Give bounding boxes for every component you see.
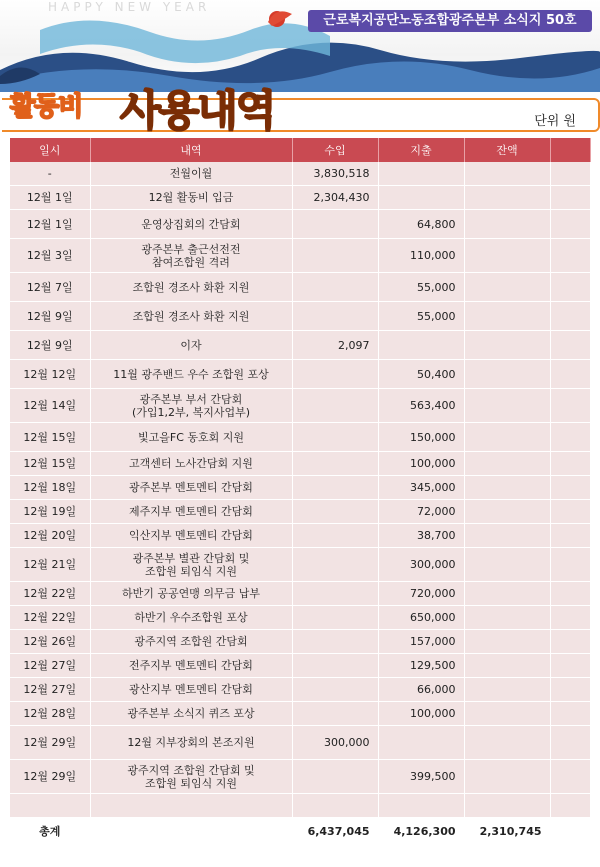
- row-balance: [464, 389, 550, 423]
- table-row: [10, 500, 590, 524]
- col-extra: [550, 138, 590, 162]
- row-income: 3,830,518: [292, 162, 378, 186]
- row-date: 12월 27일: [10, 654, 90, 678]
- unit-label: 단위 원: [534, 114, 576, 129]
- row-expense: 72,000: [378, 500, 464, 524]
- row-extra: [550, 760, 590, 794]
- row-expense: [378, 186, 464, 210]
- row-date: 12월 22일: [10, 606, 90, 630]
- row-balance: [464, 210, 550, 239]
- row-date: [10, 794, 90, 818]
- row-expense: 150,000: [378, 423, 464, 452]
- row-income: [292, 582, 378, 606]
- total-label: 총계: [10, 818, 90, 845]
- row-extra: [550, 702, 590, 726]
- row-expense: 650,000: [378, 606, 464, 630]
- row-expense: 720,000: [378, 582, 464, 606]
- row-desc: 광주본부 별관 간담회 및 조합원 퇴임식 지원: [90, 548, 292, 582]
- row-extra: [550, 500, 590, 524]
- total-balance: 2,310,745: [464, 818, 550, 845]
- row-desc: 고객센터 노사간담회 지원: [90, 452, 292, 476]
- row-date: 12월 7일: [10, 273, 90, 302]
- row-extra: [550, 630, 590, 654]
- row-desc: 조합원 경조사 화환 지원: [90, 302, 292, 331]
- row-date: 12월 21일: [10, 548, 90, 582]
- col-date: 일시: [10, 138, 90, 162]
- row-desc: 광주본부 소식지 퀴즈 포상: [90, 702, 292, 726]
- row-income: [292, 794, 378, 818]
- row-income: [292, 548, 378, 582]
- row-desc: 익산지부 멘토멘티 간담회: [90, 524, 292, 548]
- row-date: 12월 18일: [10, 476, 90, 500]
- row-expense: 64,800: [378, 210, 464, 239]
- row-extra: [550, 726, 590, 760]
- row-date: 12월 22일: [10, 582, 90, 606]
- row-extra: [550, 360, 590, 389]
- row-balance: [464, 702, 550, 726]
- total-row: [10, 818, 590, 845]
- row-income: [292, 360, 378, 389]
- table-body: [10, 162, 590, 845]
- title-bar: [2, 98, 600, 132]
- row-balance: [464, 476, 550, 500]
- row-expense: [378, 794, 464, 818]
- row-desc: 하반기 우수조합원 포상: [90, 606, 292, 630]
- newsletter-banner: [0, 0, 600, 92]
- row-income: [292, 273, 378, 302]
- row-expense: 345,000: [378, 476, 464, 500]
- row-date: -: [10, 162, 90, 186]
- row-income: [292, 760, 378, 794]
- table-row: [10, 702, 590, 726]
- col-balance: 잔액: [464, 138, 550, 162]
- row-extra: [550, 210, 590, 239]
- row-balance: [464, 302, 550, 331]
- row-extra: [550, 273, 590, 302]
- row-extra: [550, 331, 590, 360]
- row-date: 12월 15일: [10, 452, 90, 476]
- row-date: 12월 1일: [10, 186, 90, 210]
- row-date: 12월 28일: [10, 702, 90, 726]
- happy-new-year-text: HAPPY NEW YEAR: [48, 0, 211, 14]
- table-row: [10, 678, 590, 702]
- table-row: [10, 582, 590, 606]
- row-expense: 66,000: [378, 678, 464, 702]
- table-row: [10, 630, 590, 654]
- row-income: [292, 654, 378, 678]
- row-balance: [464, 186, 550, 210]
- row-expense: 157,000: [378, 630, 464, 654]
- page-title-part2: 사용내역: [120, 86, 275, 135]
- row-date: 12월 3일: [10, 239, 90, 273]
- table-row: [10, 452, 590, 476]
- row-income: 2,304,430: [292, 186, 378, 210]
- row-balance: [464, 606, 550, 630]
- row-desc: 제주지부 멘토멘티 간담회: [90, 500, 292, 524]
- row-income: [292, 452, 378, 476]
- table-row: [10, 162, 590, 186]
- row-desc: 운영상집회의 간담회: [90, 210, 292, 239]
- row-date: 12월 9일: [10, 302, 90, 331]
- row-date: 12월 14일: [10, 389, 90, 423]
- row-income: [292, 389, 378, 423]
- table-row: [10, 524, 590, 548]
- table-row: [10, 606, 590, 630]
- table-row: [10, 726, 590, 760]
- row-desc: 광주지역 조합원 간담회 및 조합원 퇴임식 지원: [90, 760, 292, 794]
- row-balance: [464, 273, 550, 302]
- total-extra: [550, 818, 590, 845]
- row-desc: 빛고을FC 동호회 지원: [90, 423, 292, 452]
- row-balance: [464, 500, 550, 524]
- row-extra: [550, 582, 590, 606]
- table-row: [10, 186, 590, 210]
- row-expense: 300,000: [378, 548, 464, 582]
- row-date: 12월 12일: [10, 360, 90, 389]
- row-date: 12월 15일: [10, 423, 90, 452]
- table-row: [10, 423, 590, 452]
- table-row: [10, 302, 590, 331]
- row-desc: 12월 활동비 입금: [90, 186, 292, 210]
- row-income: [292, 500, 378, 524]
- table-row: [10, 548, 590, 582]
- row-desc: 12월 지부장회의 본조지원: [90, 726, 292, 760]
- row-balance: [464, 331, 550, 360]
- row-desc: 광주지역 조합원 간담회: [90, 630, 292, 654]
- table-row: [10, 331, 590, 360]
- row-balance: [464, 162, 550, 186]
- row-expense: 399,500: [378, 760, 464, 794]
- table-row: [10, 476, 590, 500]
- row-balance: [464, 239, 550, 273]
- row-desc: 광주본부 출근선전전 참여조합원 격려: [90, 239, 292, 273]
- row-extra: [550, 794, 590, 818]
- row-desc: 하반기 공공연맹 의무금 납부: [90, 582, 292, 606]
- table-row: [10, 760, 590, 794]
- total-income: 6,437,045: [292, 818, 378, 845]
- row-desc: 광산지부 멘토멘티 간담회: [90, 678, 292, 702]
- row-extra: [550, 654, 590, 678]
- row-expense: 100,000: [378, 452, 464, 476]
- row-desc: 전월이월: [90, 162, 292, 186]
- row-date: 12월 26일: [10, 630, 90, 654]
- row-extra: [550, 476, 590, 500]
- row-expense: 50,400: [378, 360, 464, 389]
- table-row: [10, 360, 590, 389]
- row-desc: 광주본부 부서 간담회 (가입1,2부, 복지사업부): [90, 389, 292, 423]
- row-extra: [550, 186, 590, 210]
- row-income: [292, 678, 378, 702]
- row-balance: [464, 548, 550, 582]
- row-desc: 이자: [90, 331, 292, 360]
- page-title-part1: 활동비: [10, 92, 83, 122]
- row-expense: [378, 331, 464, 360]
- row-expense: 38,700: [378, 524, 464, 548]
- expense-table: [10, 138, 591, 845]
- row-balance: [464, 760, 550, 794]
- row-income: [292, 630, 378, 654]
- row-income: [292, 524, 378, 548]
- row-date: 12월 1일: [10, 210, 90, 239]
- row-income: [292, 239, 378, 273]
- table-row: [10, 273, 590, 302]
- table-row: [10, 794, 590, 818]
- row-expense: [378, 162, 464, 186]
- row-balance: [464, 794, 550, 818]
- row-expense: 110,000: [378, 239, 464, 273]
- row-desc: 조합원 경조사 화환 지원: [90, 273, 292, 302]
- row-expense: 129,500: [378, 654, 464, 678]
- row-expense: 55,000: [378, 302, 464, 331]
- row-extra: [550, 548, 590, 582]
- row-extra: [550, 302, 590, 331]
- table-row: [10, 210, 590, 239]
- table-row: [10, 389, 590, 423]
- row-income: [292, 423, 378, 452]
- row-income: 300,000: [292, 726, 378, 760]
- newsletter-tag: 근로복지공단노동조합광주본부 소식지 50호: [308, 10, 592, 32]
- row-date: 12월 29일: [10, 726, 90, 760]
- row-extra: [550, 524, 590, 548]
- row-income: [292, 302, 378, 331]
- row-desc: [90, 794, 292, 818]
- row-desc: 광주본부 멘토멘티 간담회: [90, 476, 292, 500]
- row-expense: 55,000: [378, 273, 464, 302]
- row-income: [292, 702, 378, 726]
- row-income: [292, 606, 378, 630]
- col-desc: 내역: [90, 138, 292, 162]
- row-extra: [550, 162, 590, 186]
- table-row: [10, 654, 590, 678]
- row-expense: [378, 726, 464, 760]
- row-extra: [550, 678, 590, 702]
- row-extra: [550, 606, 590, 630]
- row-extra: [550, 389, 590, 423]
- row-date: 12월 29일: [10, 760, 90, 794]
- row-balance: [464, 630, 550, 654]
- row-expense: 563,400: [378, 389, 464, 423]
- row-balance: [464, 654, 550, 678]
- row-desc: 11월 광주밴드 우수 조합원 포상: [90, 360, 292, 389]
- row-balance: [464, 582, 550, 606]
- col-expense: 지출: [378, 138, 464, 162]
- row-income: 2,097: [292, 331, 378, 360]
- table-header-row: [10, 138, 590, 162]
- row-balance: [464, 452, 550, 476]
- row-extra: [550, 452, 590, 476]
- row-income: [292, 210, 378, 239]
- row-balance: [464, 678, 550, 702]
- row-date: 12월 27일: [10, 678, 90, 702]
- row-extra: [550, 239, 590, 273]
- table-row: [10, 239, 590, 273]
- row-date: 12월 19일: [10, 500, 90, 524]
- row-income: [292, 476, 378, 500]
- row-balance: [464, 423, 550, 452]
- row-balance: [464, 524, 550, 548]
- row-desc: 전주지부 멘토멘티 간담회: [90, 654, 292, 678]
- row-date: 12월 9일: [10, 331, 90, 360]
- row-balance: [464, 726, 550, 760]
- row-date: 12월 20일: [10, 524, 90, 548]
- total-desc: [90, 818, 292, 845]
- row-balance: [464, 360, 550, 389]
- col-income: 수입: [292, 138, 378, 162]
- total-expense: 4,126,300: [378, 818, 464, 845]
- row-expense: 100,000: [378, 702, 464, 726]
- row-extra: [550, 423, 590, 452]
